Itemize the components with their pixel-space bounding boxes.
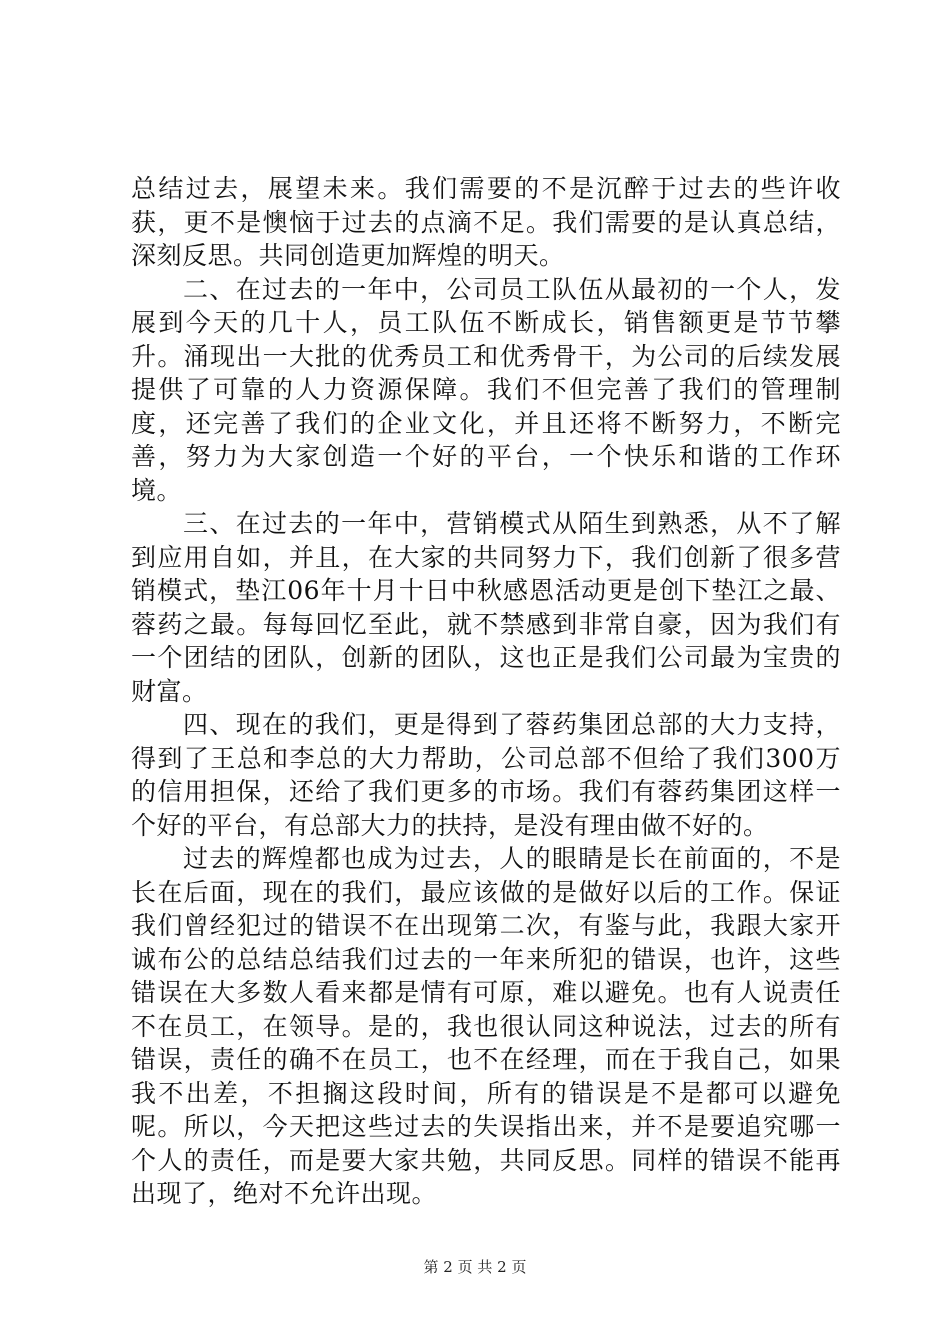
paragraph-section-three: 三、在过去的一年中，营销模式从陌生到熟悉，从不了解到应用自如，并且，在大家的共同努力下，我们创新了很多营销模式，垫江06年十月十日中秋感恩活动更是创下垫江之最、蓉药之最。每每回忆至此，就不禁感到非常自豪，因为我们有一个团结的团队，创新的团队，这也正是我们公司最为宝贵的财富。 xyxy=(131,509,841,706)
page-footer: 第 2 页 共 2 页 xyxy=(423,1258,527,1276)
paragraph-section-four: 四、现在的我们，更是得到了蓉药集团总部的大力支持，得到了王总和李总的大力帮助，公司总部不但给了我们300万的信用担保，还给了我们更多的市场。我们有蓉药集团这样一个好的平台，有总部大力的扶持，是没有理由做不好的。 xyxy=(131,710,841,840)
paragraph-section-two: 二、在过去的一年中，公司员工队伍从最初的一个人，发展到今天的几十人，员工队伍不断成长，销售额更是节节攀升。涌现出一大批的优秀员工和优秀骨干，为公司的后续发展提供了可靠的人力资源保障。我们不但完善了我们的管理制度，还完善了我们的企业文化，并且还将不断努力，不断完善，努力为大家创造一个好的平台，一个快乐和谐的工作环境。 xyxy=(131,274,841,505)
document-body xyxy=(131,172,841,1211)
paragraph-intro: 总结过去，展望未来。我们需要的不是沉醉于过去的些许收获，更不是懊恼于过去的点滴不足。我们需要的是认真总结，深刻反思。共同创造更加辉煌的明天。 xyxy=(131,174,841,270)
paragraph-conclusion: 过去的辉煌都也成为过去，人的眼睛是长在前面的，不是长在后面，现在的我们，最应该做的是做好以后的工作。保证我们曾经犯过的错误不在出现第二次，有鉴与此，我跟大家开诚布公的总结总结我们过去的一年来所犯的错误，也许，这些错误在大多数人看来都是情有可原，难以避免。也有人说责任不在员工，在领导。是的，我也很认同这种说法，过去的所有错误，责任的确不在员工，也不在经理，而在于我自己，如果我不出差，不担搁这段时间，所有的错误是不是都可以避免呢。所以，今天把这些过去的失误指出来，并不是要追究哪一个人的责任，而是要大家共勉，共同反思。同样的错误不能再出现了，绝对不允许出现。 xyxy=(131,844,841,1208)
